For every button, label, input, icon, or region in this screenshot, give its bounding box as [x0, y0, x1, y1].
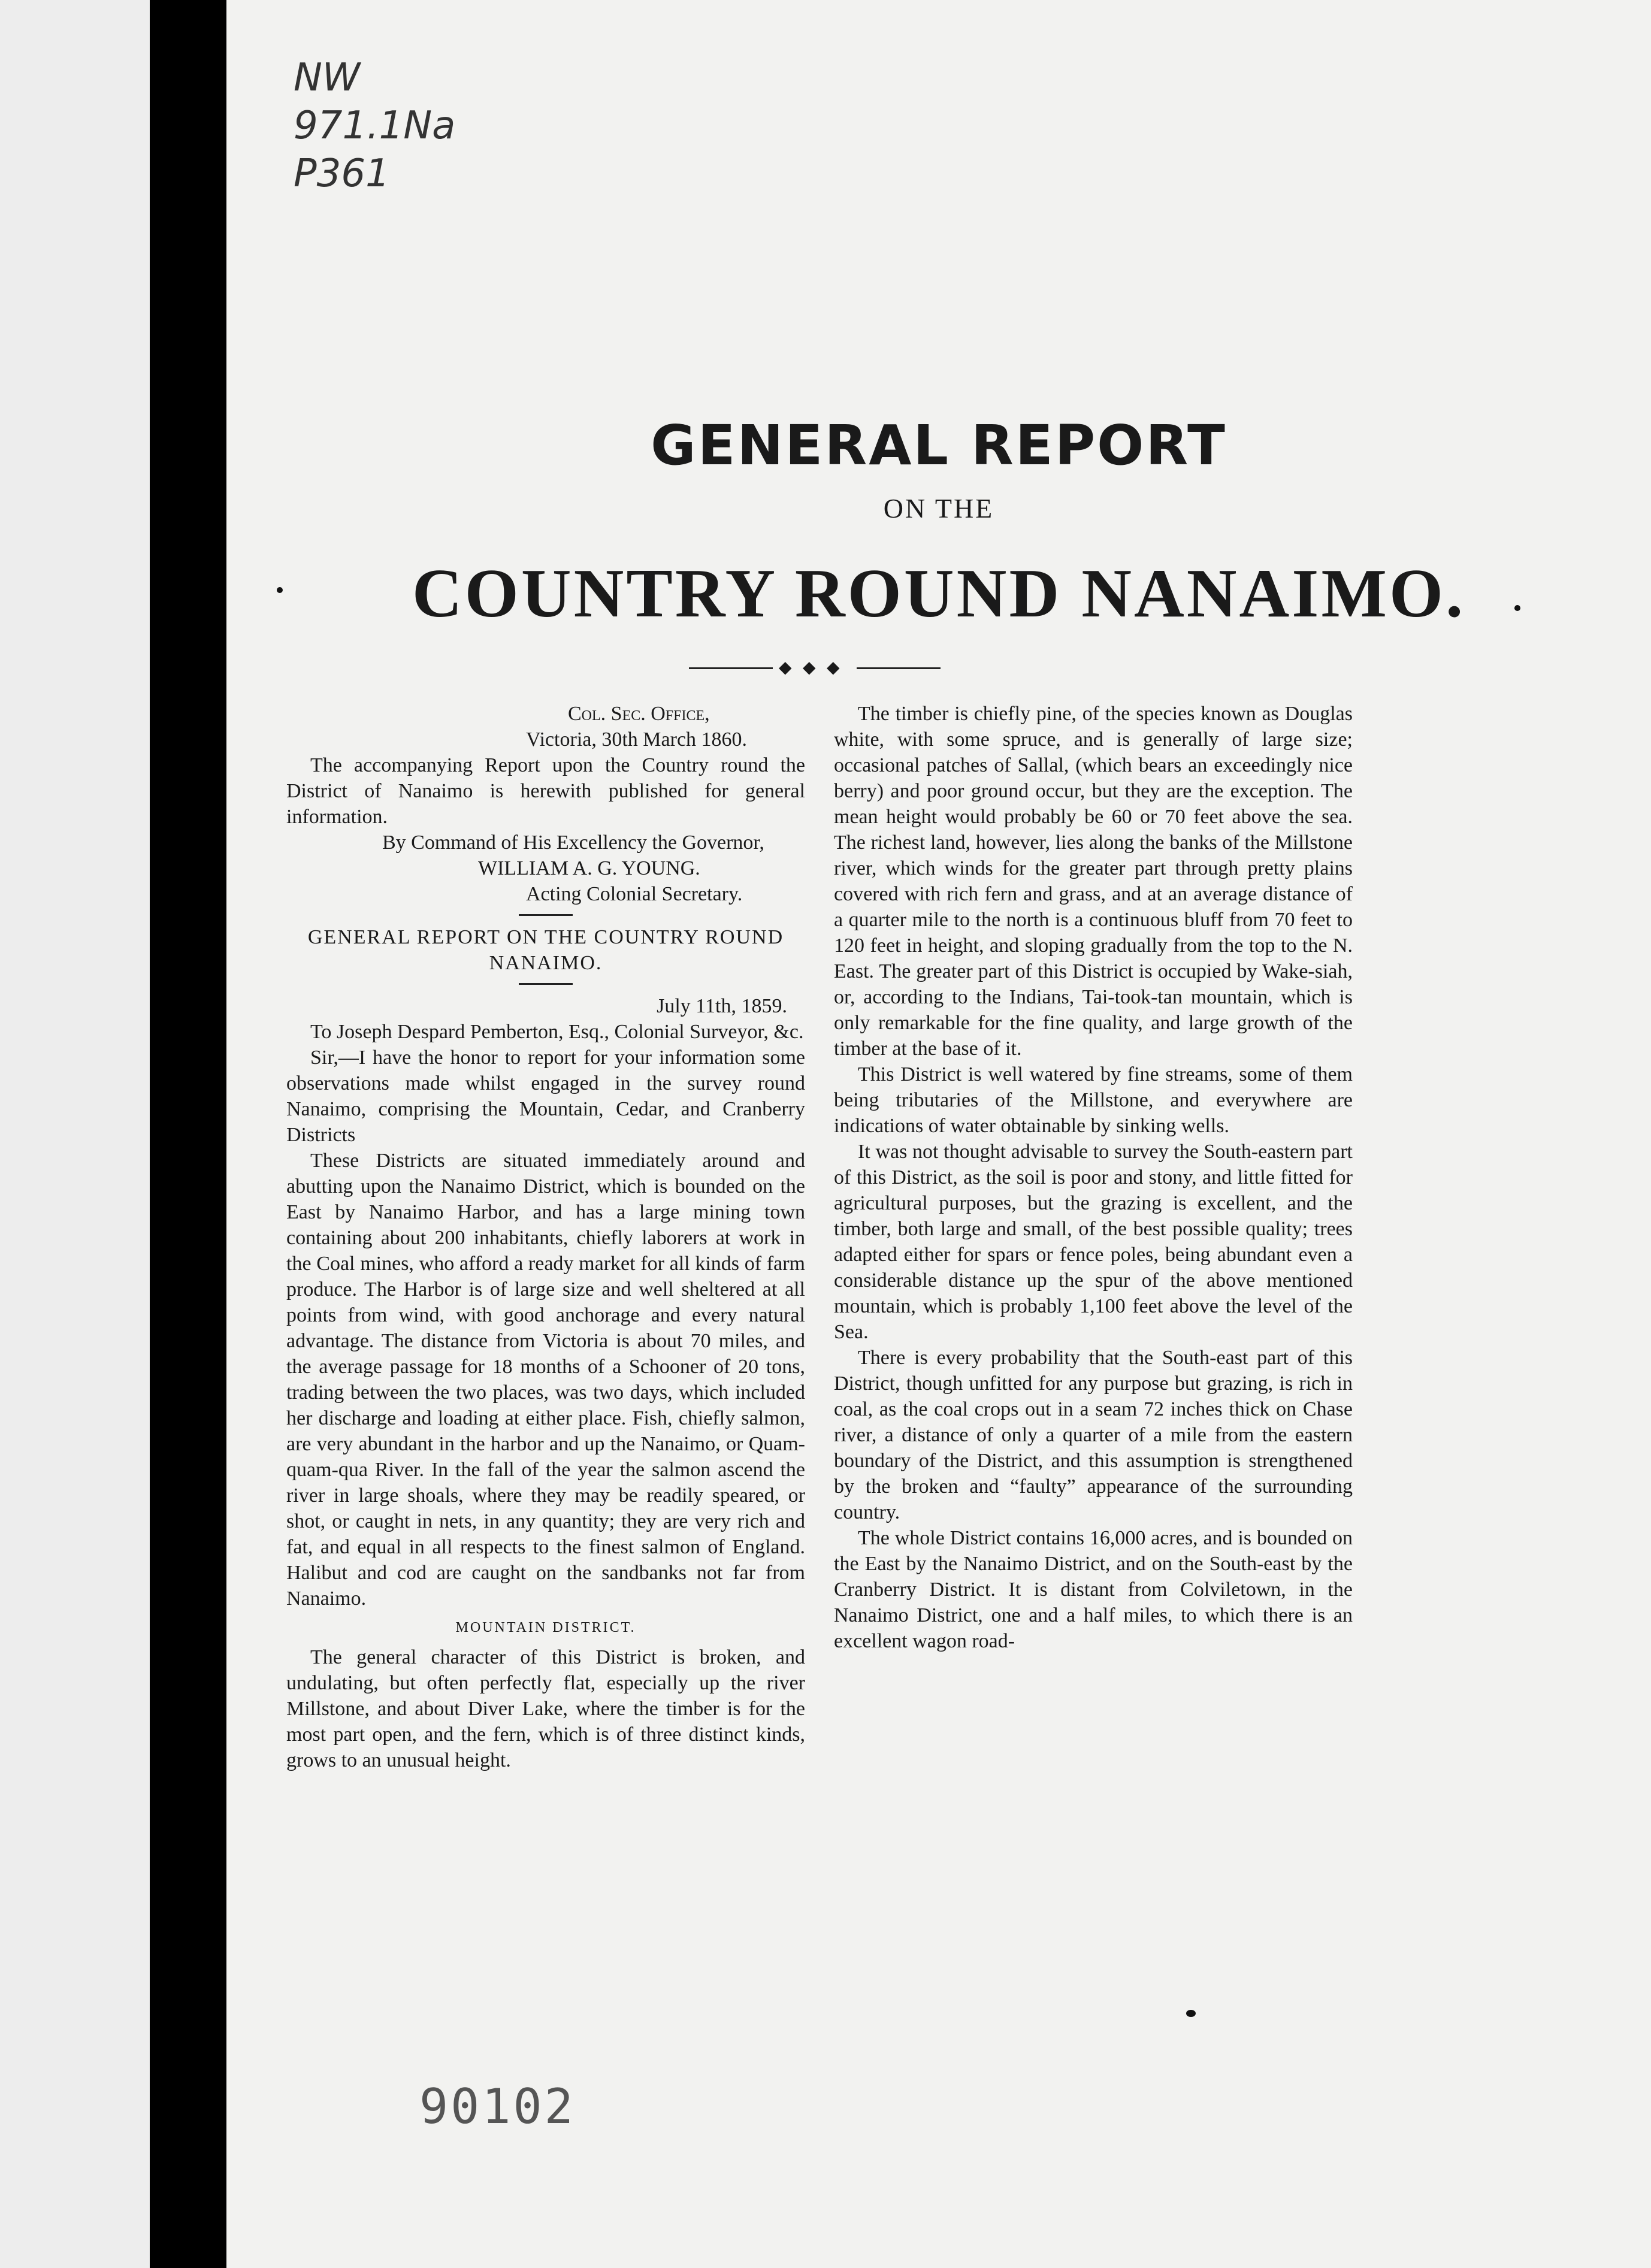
manuscript-line: NW — [294, 56, 361, 100]
report-paragraph: This District is well watered by fine streams, some of them being tributaries of the Millstone, and everywhere are indications of water obtainable by sinking wells. — [834, 1063, 1353, 1137]
notice-place-date: Victoria, 30th March 1860. — [526, 728, 748, 751]
title-ornament — [689, 659, 941, 677]
report-paragraph: The timber is chiefly pine, of the species known as Douglas white, with some spruce, and is generally of large size; occasional patches of Sallal, (which bears an exceedingly nice berry) and poor ground occur, but they are the exception. The mean height would probably be 60 or 70 feet above the sea. The richest land, however, lies along the banks of the Millstone river, which winds for the greater part through pretty plains covered with rich fern and grass, and at an average distance of a quarter mile to the north is a continuous bluff from 70 feet to 120 feet in height, and sloping gradually from the top to the N. East. The greater part of this District is occupied by Wake-siah, or, according to the Indians, Tai-took-tan mountain, which is only remarkable for the fine quality, and large growth of the timber at the base of it. — [834, 703, 1353, 1060]
report-paragraph: There is every probability that the South-east part of this District, though unfitted for any purpose but grazing, is rich in coal, as the coal crops out in a seam 72 inches thick on Chase river, a distance of only a quarter of a mile from the eastern boundary of the District, and this assumption is strengthened by the broken and “faulty” appearance of the surrounding country. — [834, 1347, 1353, 1523]
facing-page-edge — [0, 0, 150, 2268]
manuscript-call-number — [294, 54, 456, 198]
manuscript-line: 971.1Na — [294, 104, 456, 148]
title-on-the: ON THE — [883, 493, 994, 524]
ink-speck — [1514, 605, 1520, 611]
notice-office: Col. Sec. Office, — [568, 703, 710, 725]
report-salutation-paragraph: Sir,—I have the honor to report for your information some observations made whilst engaged in the survey round Nanaimo, comprising the Mountain, Cedar, and Cranberry Districts — [286, 1047, 805, 1146]
ornament-diamond: ◆ — [827, 658, 840, 677]
report-paragraph: It was not thought advisable to survey the South-eastern part of this District, as the soil is poor and stony, and little fitted for agricultural purposes, but the grazing is excellent, and the timber, both large and small, of the best possible quality; trees adapted either for spars or fence poles, being abundant even a considerable distance up the spur of the above mentioned mountain, which is probably 1,100 feet above the level of the Sea. — [834, 1141, 1353, 1343]
separator-rule — [519, 983, 573, 985]
report-date: July 11th, 1859. — [657, 995, 787, 1017]
report-heading: GENERAL REPORT ON THE COUNTRY ROUND NANAIMO. — [307, 926, 784, 974]
notice-command: By Command of His Excellency the Governor, — [382, 831, 764, 854]
manuscript-line: P361 — [294, 152, 390, 196]
report-paragraph: The whole District contains 16,000 acres, and is bounded on the East by the Nanaimo District, and on the South-east by the Cranberry District. It is distant from Colviletown, in the Nanaimo District, one and a half miles, to which there is an excellent wagon road- — [834, 1527, 1353, 1652]
ink-speck — [277, 587, 283, 593]
notice-body: The accompanying Report upon the Country round the District of Nanaimo is herewith published for general information. — [286, 754, 805, 828]
left-column — [286, 701, 805, 1773]
title-country-round-nanaimo: COUNTRY ROUND NANAIMO. — [412, 555, 1466, 632]
notice-signatory: WILLIAM A. G. YOUNG. — [478, 857, 700, 879]
ornament-diamond: ◆ — [779, 658, 792, 677]
ornament-rule-left — [689, 667, 773, 669]
separator-rule — [519, 914, 573, 916]
mountain-district-heading: MOUNTAIN DISTRICT. — [455, 1620, 636, 1635]
right-column — [834, 701, 1353, 1654]
report-paragraph: These Districts are situated immediately around and abutting upon the Nanaimo District, which is bounded on the East by Nanaimo Harbor, and has a large mining town containing about 200 inhabitants, chiefly laborers at work in the Coal mines, who afford a ready market for all kinds of farm produce. The Harbor is of large size and well sheltered at all points from wind, with good anchorage and every natural advantage. The distance from Victoria is about 70 miles, and the average passage for 18 months of a Schooner of 20 tons, trading between the two places, was two days, which included her discharge and loading at either place. Fish, chiefly salmon, are very abundant in the harbor and up the Nanaimo, or Quam-quam-qua River. In the fall of the year the salmon ascend the river in large shoals, where they may be readily speared, or shot, or caught in nets, in any quantity; they are very rich and fat, and equal in all respects to the finest salmon of England. Halibut and cod are caught on the sandbanks not far from Nanaimo. — [286, 1150, 805, 1610]
report-paragraph: The general character of this District is broken, and undulating, but often perfectly flat, especially up the river Millstone, and about Diver Lake, where the timber is for the most part open, and the fern, which is of three distinct kinds, grows to an unusual height. — [286, 1646, 805, 1771]
ornament-rule-right — [857, 667, 941, 669]
ornament-diamond: ◆ — [803, 658, 816, 677]
notice-signatory-title: Acting Colonial Secretary. — [526, 883, 743, 905]
title-general-report: GENERAL REPORT — [651, 413, 1227, 477]
accession-number-stamp: 90102 — [419, 2079, 576, 2134]
report-addressee: To Joseph Despard Pemberton, Esq., Colonial Surveyor, &c. — [310, 1021, 804, 1043]
ink-speck — [1186, 2010, 1196, 2017]
